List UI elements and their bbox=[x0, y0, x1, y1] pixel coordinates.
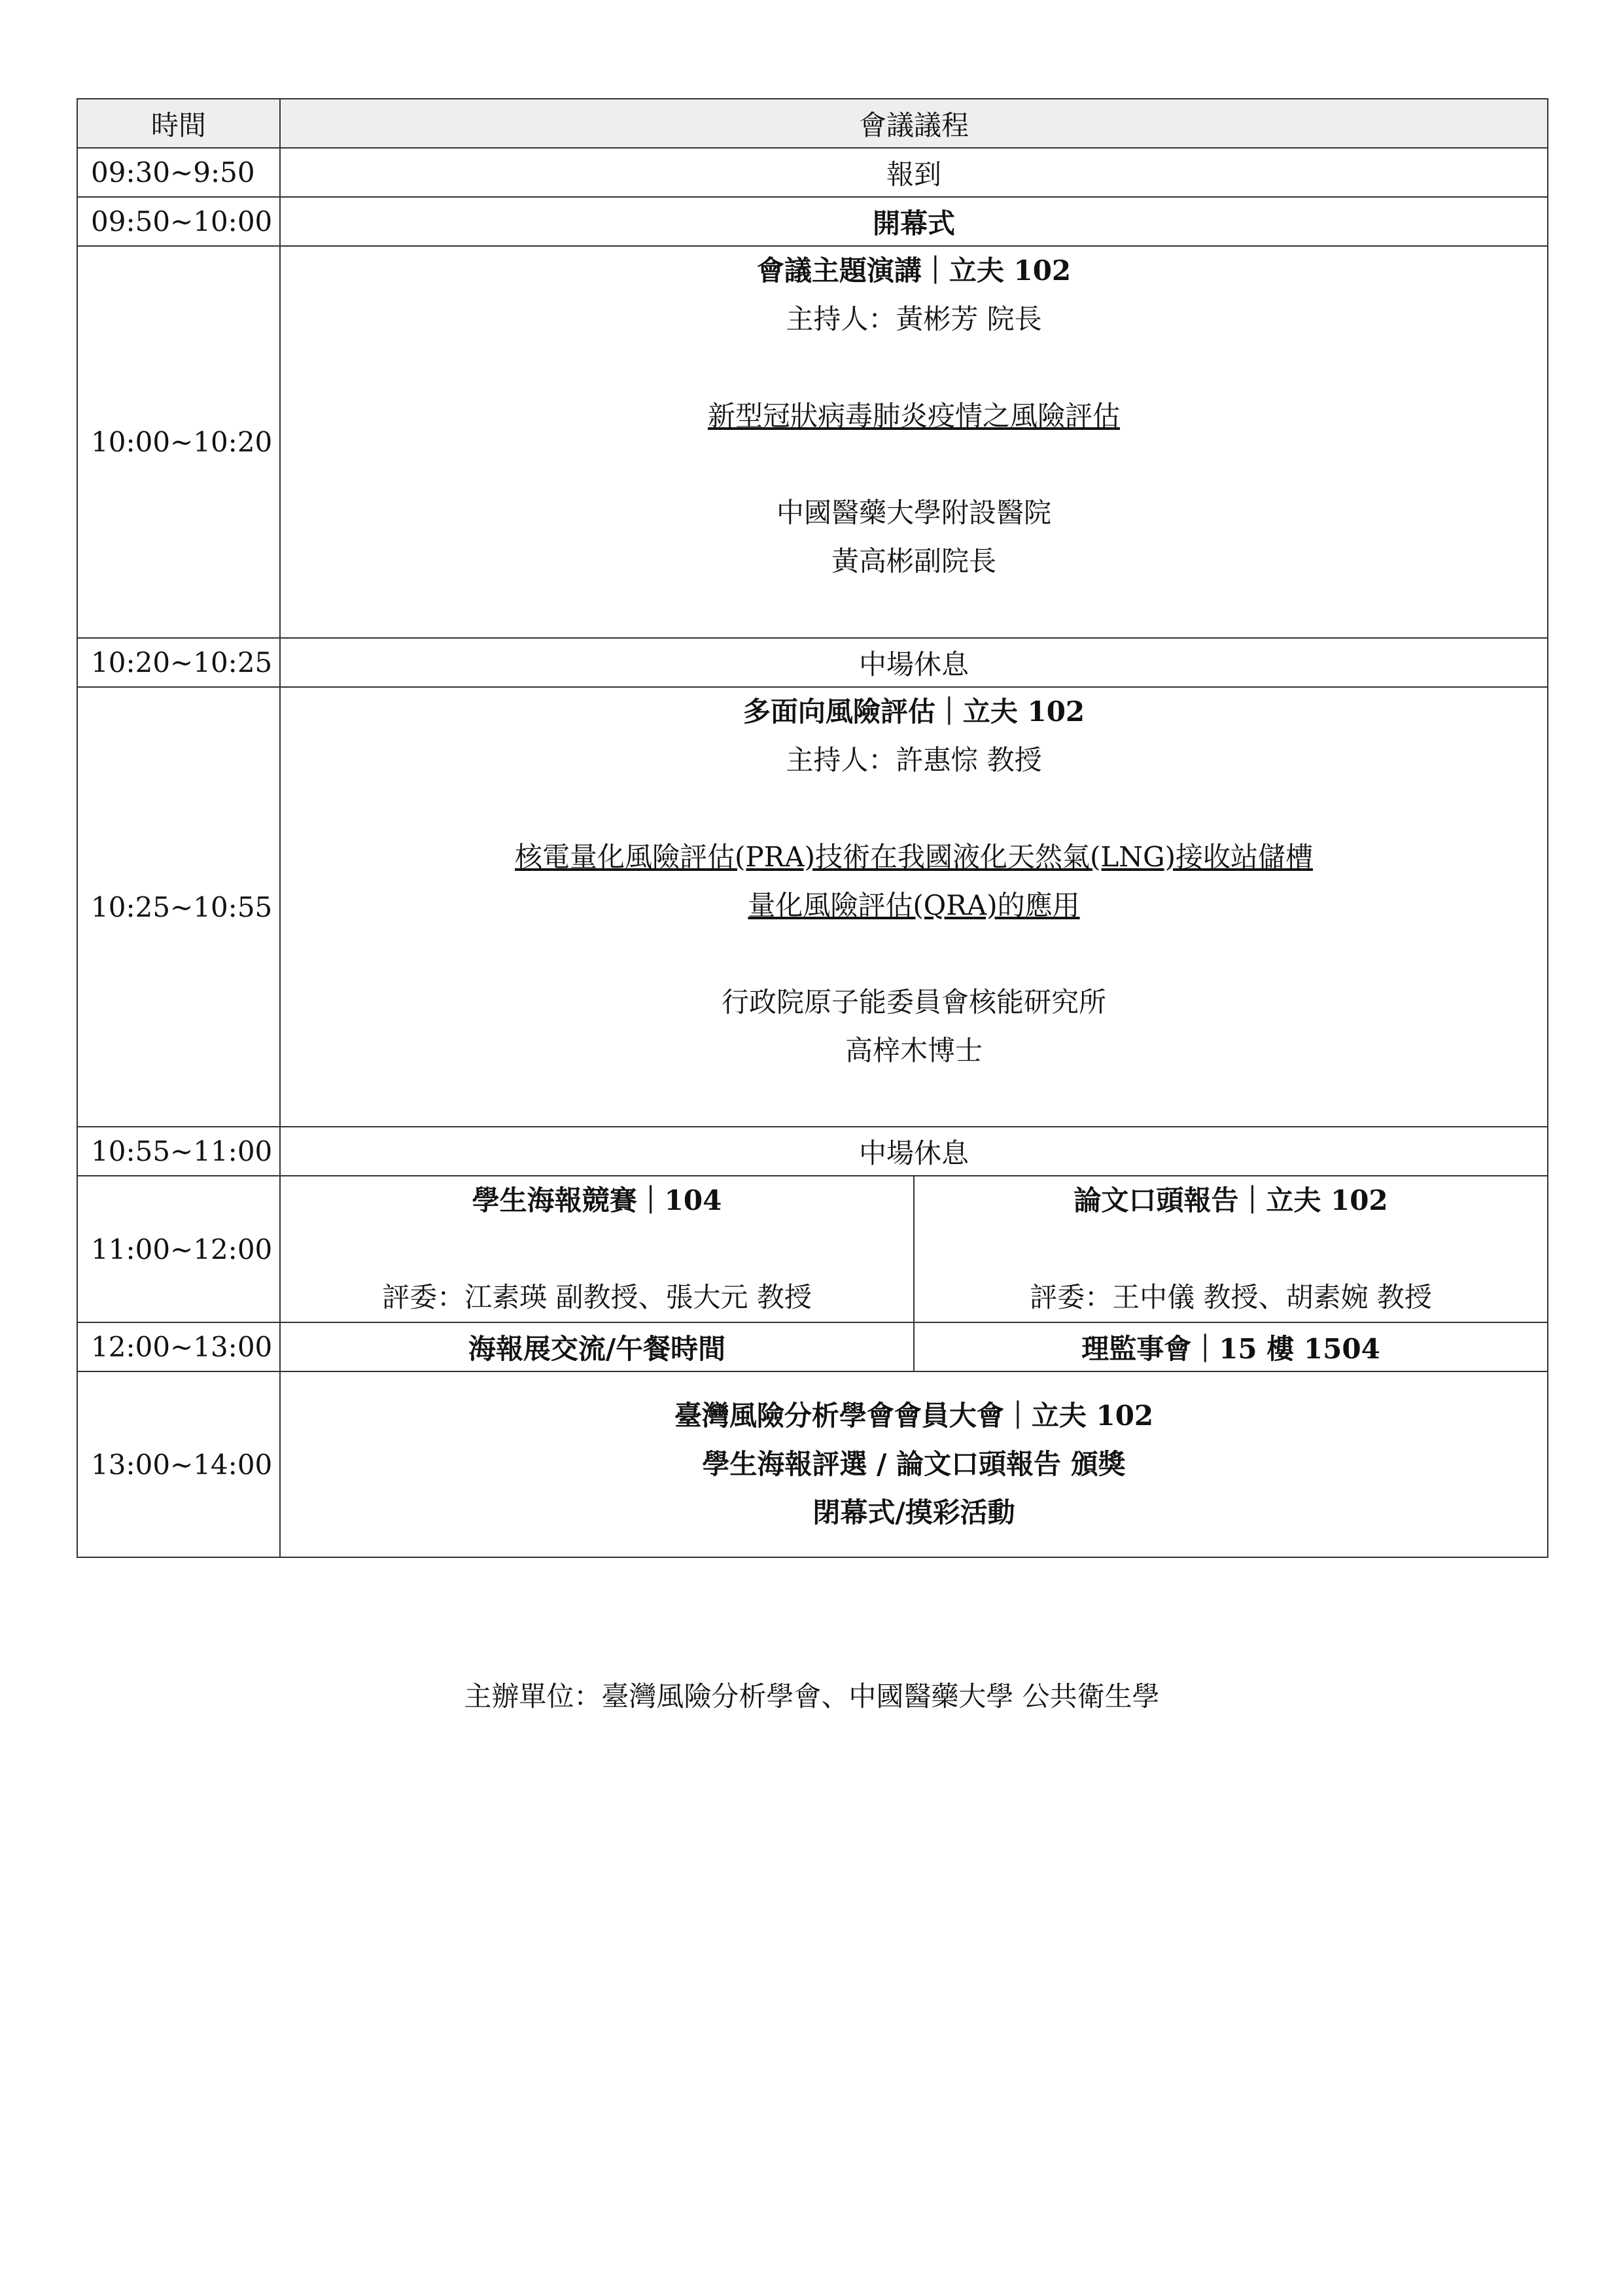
item-board-meeting: 理監事會｜15 樓 1504 bbox=[914, 1322, 1548, 1371]
header-agenda: 會議議程 bbox=[280, 99, 1548, 148]
header-row bbox=[77, 99, 1548, 148]
header-time: 時間 bbox=[77, 99, 280, 148]
time-cell: 10:00~10:20 bbox=[77, 246, 280, 638]
keynote-title: 會議主題演講｜立夫 102 bbox=[756, 255, 1072, 287]
time-cell: 10:20~10:25 bbox=[77, 638, 280, 687]
agenda-row bbox=[77, 1176, 1548, 1322]
closing-cell bbox=[280, 1371, 1548, 1557]
session-title: 多面向風險評估｜立夫 102 bbox=[742, 696, 1085, 728]
session-topic-line1: 核電量化風險評估(PRA)技術在我國液化天然氣(LNG)接收站儲槽 bbox=[515, 841, 1313, 873]
agenda-row bbox=[77, 1322, 1548, 1371]
session-topic-line2: 量化風險評估(QRA)的應用 bbox=[748, 889, 1080, 921]
time-cell: 09:50~10:00 bbox=[77, 197, 280, 246]
time-cell: 09:30~9:50 bbox=[77, 148, 280, 197]
item-break: 中場休息 bbox=[280, 1127, 1548, 1176]
time-cell: 10:25~10:55 bbox=[77, 687, 280, 1127]
awards: 學生海報評選 / 論文口頭報告 頒獎 bbox=[702, 1448, 1126, 1480]
item-break: 中場休息 bbox=[280, 638, 1548, 687]
time-cell: 13:00~14:00 bbox=[77, 1371, 280, 1557]
session-org: 行政院原子能委員會核能研究所 bbox=[722, 986, 1107, 1018]
time-cell: 10:55~11:00 bbox=[77, 1127, 280, 1176]
agenda-row bbox=[77, 1371, 1548, 1557]
item-registration: 報到 bbox=[280, 148, 1548, 197]
keynote-host: 主持人：黃彬芳 院長 bbox=[786, 303, 1042, 335]
agenda-row bbox=[77, 148, 1548, 197]
keynote-cell bbox=[280, 246, 1548, 638]
session-speaker: 高梓木博士 bbox=[845, 1034, 983, 1067]
general-assembly: 臺灣風險分析學會會員大會｜立夫 102 bbox=[674, 1400, 1154, 1432]
session-host: 主持人：許惠悰 教授 bbox=[786, 744, 1042, 776]
poster-competition-cell bbox=[280, 1176, 914, 1322]
organizer-footer: 主辦單位：臺灣風險分析學會、中國醫藥大學 公共衛生學 bbox=[464, 1680, 1160, 1712]
closing-ceremony: 閉幕式/摸彩活動 bbox=[812, 1496, 1015, 1528]
keynote-org: 中國醫藥大學附設醫院 bbox=[777, 497, 1052, 529]
oral-presentation-judges: 評委：王中儀 教授、胡素婉 教授 bbox=[1030, 1281, 1432, 1313]
oral-presentation-cell bbox=[914, 1176, 1548, 1322]
agenda-table bbox=[77, 98, 1548, 1558]
time-cell: 11:00~12:00 bbox=[77, 1176, 280, 1322]
item-lunch: 海報展交流/午餐時間 bbox=[280, 1322, 914, 1371]
agenda-row bbox=[77, 1127, 1548, 1176]
keynote-speaker: 黃高彬副院長 bbox=[831, 545, 997, 577]
agenda-row bbox=[77, 246, 1548, 638]
poster-competition-title: 學生海報競賽｜104 bbox=[472, 1184, 722, 1216]
agenda-row bbox=[77, 687, 1548, 1127]
item-opening: 開幕式 bbox=[280, 197, 1548, 246]
oral-presentation-title: 論文口頭報告｜立夫 102 bbox=[1073, 1184, 1388, 1216]
agenda-row bbox=[77, 638, 1548, 687]
poster-competition-judges: 評委：江素瑛 副教授、張大元 教授 bbox=[382, 1281, 812, 1313]
session-cell bbox=[280, 687, 1548, 1127]
keynote-topic: 新型冠狀病毒肺炎疫情之風險評估 bbox=[708, 400, 1121, 432]
time-cell: 12:00~13:00 bbox=[77, 1322, 280, 1371]
agenda-row bbox=[77, 197, 1548, 246]
